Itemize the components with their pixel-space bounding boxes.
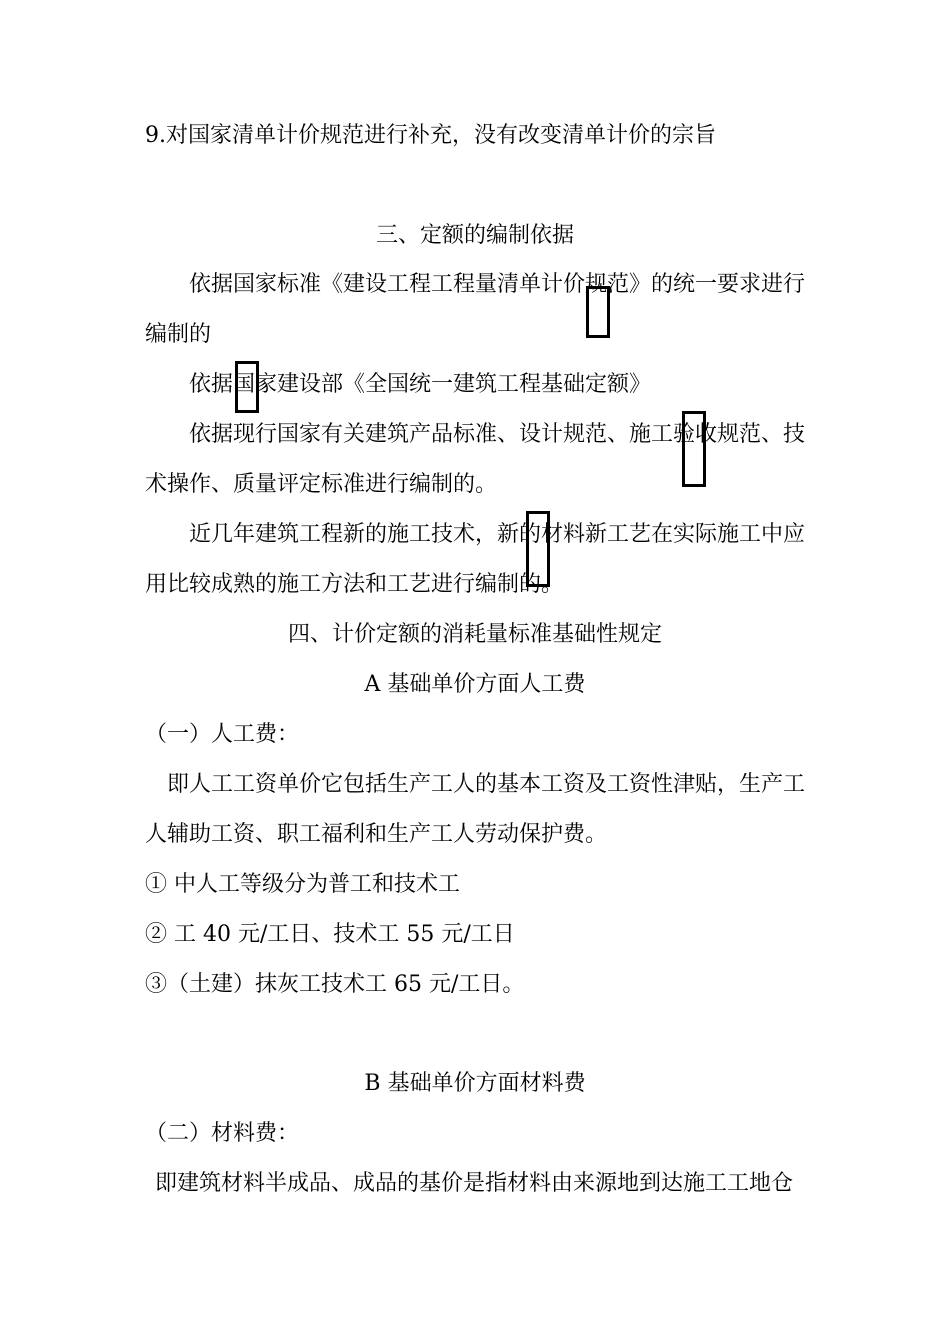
- text-line: 即人工工资单价它包括生产工人的基本工资及工资性津贴，生产工: [167, 772, 806, 797]
- text-line: 依据现行国家有关建筑产品标准、设计规范、施工验收规范、技: [189, 422, 806, 447]
- text-line: 近几年建筑工程新的施工技术，新的材料新工艺在实际施工中应: [189, 522, 806, 547]
- subheading: （一）人工费：: [145, 722, 300, 747]
- text-line: 人辅助工资、职工福利和生产工人劳动保护费。: [145, 822, 608, 847]
- missing-glyph-box: [235, 361, 259, 413]
- text-line: 依据国家标准《建设工程工程量清单计价规范》的统一要求进行: [189, 272, 806, 297]
- text-line: 即建筑材料半成品、成品的基价是指材料由来源地到达施工工地仓: [155, 1171, 794, 1196]
- list-item: ③（土建）抹灰工技术工 65 元/工日。: [145, 972, 525, 997]
- section-heading: 三、定额的编制依据: [375, 223, 574, 248]
- list-item: ① 中人工等级分为普工和技术工: [145, 872, 460, 897]
- subsection-heading: A 基础单价方面人工费: [364, 672, 586, 697]
- section-heading: 四、计价定额的消耗量标准基础性规定: [287, 622, 662, 647]
- text-line: 术操作、质量评定标准进行编制的。: [145, 472, 498, 497]
- missing-glyph-box: [526, 511, 550, 587]
- text-line: 依据国家建设部《全国统一建筑工程基础定额》: [189, 372, 652, 397]
- subheading: （二）材料费：: [145, 1121, 300, 1146]
- subsection-heading: B 基础单价方面材料费: [364, 1071, 586, 1096]
- text-line: 编制的: [145, 322, 212, 347]
- text-line: 用比较成熟的施工方法和工艺进行编制的。: [145, 572, 564, 597]
- text-line: 9.对国家清单计价规范进行补充，没有改变清单计价的宗旨: [145, 123, 716, 148]
- missing-glyph-box: [586, 286, 610, 338]
- missing-glyph-box: [682, 411, 706, 487]
- list-item: ② 工 40 元/工日、技术工 55 元/工日: [145, 922, 515, 947]
